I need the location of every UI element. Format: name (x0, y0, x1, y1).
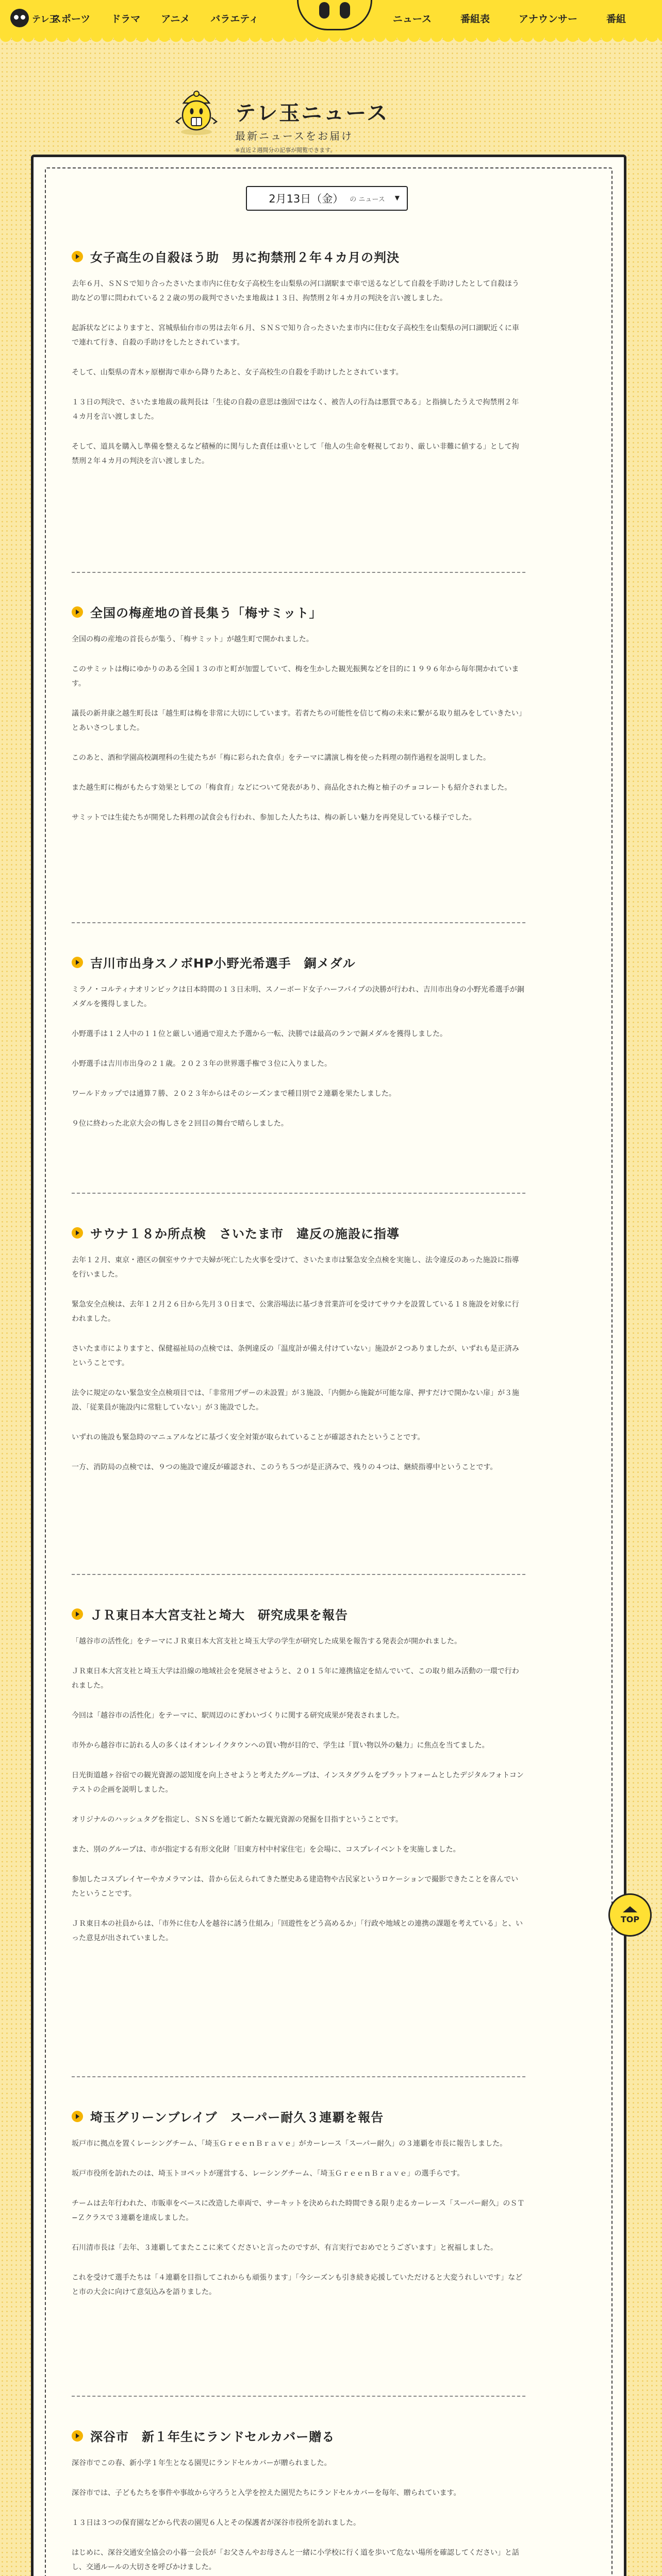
nav-item-program-guide[interactable]: 番組表 (460, 13, 490, 25)
article-title: 埼玉グリーンブレイブ スーパー耐久３連覇を報告 (90, 2110, 384, 2125)
article-heading (72, 1605, 525, 1623)
arrow-up-icon (623, 1906, 637, 1912)
article-paragraph: はじめに、深谷交通安全協会の小暮一会長が「お父さんやお母さんと一緒に小学校に行く道を歩いて危ない場所を確認してください」と話し、交通ルールの大切さを呼びかけました。 (72, 2549, 519, 2571)
hero-titles (235, 101, 389, 154)
play-bullet-icon (72, 251, 83, 262)
article-paragraph: このサミットは梅にゆかりのある全国１３の市と町が加盟していて、梅を生かした観光振興などを目的に１９９６年から毎年開かれています。 (72, 665, 519, 688)
article-paragraph: ＪＲ東日本大宮支社と埼玉大学は沿線の地域社会を発展させようと、２０１５年に連携協定を結んでいて、この取り組み活動の一環で行われました。 (72, 1667, 519, 1690)
teletama-logo-icon (10, 9, 29, 27)
article-paragraph: オリジナルのハッシュタグを指定し、ＳＮＳを通じて新たな観光資源の発掘を目指すということです。 (72, 1816, 403, 1824)
nav-item-news[interactable]: ニュース (392, 13, 432, 25)
article-paragraph: 去年６月、ＳＮＳで知り合ったさいたま市内に住む女子高校生を山梨県の河口湖駅まで車で送るなどして自殺を手助けしたとして自殺ほう助などの罪に問われている２２歳の男の裁判でさいたま地裁は１３日、拘禁刑２年４カ月の判決を言い渡しました。 (72, 280, 519, 302)
page-subtitle: 最新ニュースをお届け (235, 130, 353, 142)
article-paragraph: ＪＲ東日本の社員からは、「市外に住む人を越谷に誘う仕組み」「回遊性をどう高めるか」「行政や地域との連携の課題を考えている」と、いった意見が出されていました。 (72, 1920, 523, 1942)
play-bullet-icon (72, 1608, 83, 1620)
article-paragraph: いずれの施設も緊急時のマニュアルなどに基づく安全対策が取られていることが確認されたということです。 (72, 1433, 425, 1442)
article-paragraph: 参加したコスプレイヤーやカメラマンは、昔から伝えられてきた歴史ある建造物や古民家というロケーションで撮影できたことを喜んでいたということです。 (72, 1875, 519, 1898)
article-heading (72, 1224, 525, 1242)
article-title: 吉川市出身スノボHP小野光希選手 銅メダル (90, 956, 356, 971)
play-bullet-icon (72, 2111, 83, 2122)
article-paragraph: チームは去年行われた、市販車をベースに改造した車両で、サーキットを決められた時間できる限り走るカーレース「スーパー耐久」のＳＴ−Ｚクラスで３連覇を達成しました。 (72, 2199, 525, 2222)
back-to-top-button[interactable] (608, 1893, 652, 1937)
news-article (72, 603, 525, 840)
hero (0, 77, 662, 154)
back-to-top-label: TOP (620, 1914, 640, 1924)
article-paragraph: そして、山梨県の青木ヶ原樹海で車から降りたあと、女子高校生の自殺を手助けしたとされています。 (72, 368, 403, 377)
page-title: テレ玉ニュース (235, 101, 389, 125)
nav-left (52, 0, 279, 36)
play-bullet-icon (72, 957, 83, 968)
date-selector[interactable] (246, 186, 408, 211)
article-paragraph: また越生町に梅がもたらす効果としての「梅食育」などについて発表があり、商品化された梅と柚子のチョコレートも紹介されました。 (72, 784, 512, 792)
article-paragraph: 今回は「越谷市の活性化」をテーマに、駅周辺のにぎわいづくりに関する研究成果が発表されました。 (72, 1711, 404, 1720)
article-paragraph: 石川清市長は「去年、３連覇してまたここに来てくださいと言ったのですが、有言実行でおめでとうございます」と祝福しました。 (72, 2244, 498, 2252)
article-heading (72, 2427, 525, 2445)
archive-note: ※直近２週間分の記事が閲覧できます。 (235, 147, 336, 154)
news-article (72, 953, 525, 1146)
article-title: 全国の梅産地の首長集う「梅サミット」 (90, 606, 322, 620)
article-divider (72, 572, 525, 573)
news-article (72, 1224, 525, 1490)
article-paragraph: 深谷市でこの春、新小学１年生となる園児にランドセルカバーが贈られました。 (72, 2459, 332, 2467)
article-title: 深谷市 新１年生にランドセルカバー贈る (90, 2430, 335, 2444)
article-paragraph: 全国の梅の産地の首長らが集う、「梅サミット」が越生町で開かれました。 (72, 635, 313, 643)
article-paragraph: 小野選手は１２人中の１１位と厳しい通過で迎えた予選から一転、決勝では最高のランで銅メダルを獲得しました。 (72, 1030, 447, 1038)
header-mascot-icon (297, 0, 372, 30)
play-bullet-icon (72, 606, 83, 618)
news-article (72, 2427, 525, 2576)
article-paragraph: 議長の新井康之越生町長は「越生町は梅を非常に大切にしています。若者たちの可能性を信じて梅の未来に繋がる取り組みをしていきたい」とあいさつしました。 (72, 709, 522, 732)
date-selector-suffix: の ニュース (350, 195, 385, 204)
mascot-reporter-icon (174, 88, 219, 137)
nav-item-drama[interactable]: ドラマ (111, 13, 141, 25)
play-bullet-icon (72, 1227, 83, 1239)
nav-item-sports[interactable]: スポーツ (52, 13, 91, 25)
article-paragraph: 小野選手は吉川市出身の２１歳。２０２３年の世界選手権で３位に入りました。 (72, 1060, 332, 1068)
nav-right (364, 0, 626, 36)
article-paragraph: １３日の判決で、さいたま地裁の裁判長は「生徒の自殺の意思は強固ではなく、被告人の行為は悪質である」と指摘したうえで拘禁刑２年４カ月を言い渡しました。 (72, 398, 519, 421)
article-paragraph: 一方、消防局の点検では、９つの施設で違反が確認され、このうち５つが是正済みで、残りの４つは、継続指導中ということです。 (72, 1463, 498, 1471)
article-title: 女子高生の自殺ほう助 男に拘禁刑２年４カ月の判決 (90, 250, 400, 265)
nav-item-announcers[interactable]: アナウンサー (518, 13, 577, 25)
article-divider (72, 922, 525, 923)
article-paragraph: このあと、酒和学園高校調理科の生徒たちが「梅に彩られた食卓」をテーマに講演し梅を使った料理の制作過程を説明しました。 (72, 754, 490, 762)
article-heading (72, 953, 525, 971)
header-scallop-edge (0, 36, 662, 47)
site-header (0, 0, 662, 36)
article-paragraph: １３日は３つの保育園などから代表の園児６人とその保護者が深谷市役所を訪れました。 (72, 2519, 360, 2527)
article-title: サウナ１８か所点検 さいたま市 違反の施設に指導 (90, 1227, 400, 1241)
article-paragraph: 市外から越谷市に訪れる人の多くはイオンレイクタウンへの買い物が目的で、学生は「買い物以外の魅力」に焦点を当てました。 (72, 1741, 489, 1750)
nav-item-variety[interactable]: バラエティ (210, 13, 259, 25)
article-paragraph: 起訴状などによりますと、宮城県仙台市の男は去年６月、ＳＮＳで知り合ったさいたま市内に住む女子高校生を山梨県の河口湖駅近くに車で連れて行き、自殺の手助けをしたとされています。 (72, 324, 519, 347)
article-paragraph: さいたま市によりますと、保健福祉局の点検では、条例違反の「温度計が備え付けていない」施設が２つありましたが、いずれも是正済みということです。 (72, 1345, 519, 1367)
article-divider (72, 1193, 525, 1194)
article-paragraph: サミットでは生徒たちが開発した料理の試食会も行われ、参加した人たちは、梅の新しい魅力を再発見している様子でした。 (72, 814, 476, 822)
article-paragraph: ９位に終わった北京大会の悔しさを２回目の舞台で晴らしました。 (72, 1120, 288, 1128)
article-paragraph: 去年１２月、東京・港区の個室サウナで夫婦が死亡した火事を受けて、さいたま市は緊急安全点検を実施し、法令違反のあった施設に指導を行いました。 (72, 1256, 519, 1279)
article-divider (72, 2076, 525, 2077)
article-paragraph: 坂戸市に拠点を置くレーシングチーム、「埼玉ＧｒｅｅｎＢｒａｖｅ」がカーレース「スーパー耐久」の３連覇を市長に報告しました。 (72, 2140, 507, 2148)
article-divider (72, 2396, 525, 2397)
nav-item-anime[interactable]: アニメ (161, 13, 190, 25)
article-paragraph: 法令に規定のない緊急安全点検項目では、「非常用ブザーの未設置」が３施設、「内側から施錠が可能な扉、押すだけで開かない扉」が３施設、「従業員が施設内に常駐していない」が３施設でした。 (72, 1389, 519, 1412)
chevron-down-icon: ▼ (394, 194, 400, 201)
article-paragraph: そして、道具を購入し準備を整えるなど積極的に関与した責任は重いとして「他人の生命を軽視しており、厳しい非難に値する」として拘禁刑２年４カ月の判決を言い渡しました。 (72, 443, 519, 465)
site-logo[interactable] (10, 7, 58, 29)
date-selector-value: 2月13日（金） (269, 193, 344, 205)
play-bullet-icon (72, 2430, 83, 2442)
news-article (72, 2107, 525, 2315)
article-paragraph: 日光街道越ヶ谷宿での観光資源の認知度を向上させようと考えたグループは、インスタグラムをプラットフォームとしたデジタルフォトコンテストの企画を説明しました。 (72, 1771, 524, 1794)
article-paragraph: 緊急安全点検は、去年１２月２６日から先月３０日まで、公衆浴場法に基づき営業許可を受けてサウナを設置している１８施設を対象に行われました。 (72, 1300, 519, 1323)
article-paragraph: 坂戸市役所を訪れたのは、埼玉トヨペットが運営する、レーシングチーム、「埼玉ＧｒｅｅｎＢｒａｖｅ」の選手らです。 (72, 2170, 465, 2178)
article-paragraph: ワールドカップでは通算７勝、２０２３年からはそのシーズンまで種目別で２連覇を果たしました。 (72, 1090, 396, 1098)
logo-text: テレ玉 (32, 14, 58, 25)
article-paragraph: ミラノ・コルティナオリンピックは日本時間の１３日未明、スノーボード女子ハーフパイプの決勝が行われ、吉川市出身の小野光希選手が銅メダルを獲得しました。 (72, 986, 524, 1008)
nav-item-programs[interactable]: 番組 (606, 13, 626, 25)
article-divider (72, 1574, 525, 1575)
article-paragraph: 「越谷市の活性化」をテーマにＪＲ東日本大宮支社と埼玉大学の学生が研究した成果を報告する発表会が開かれました。 (72, 1637, 461, 1646)
article-paragraph: 深谷市では、子どもたちを事件や事故から守ろうと入学を控えた園児たちにランドセルカバーを毎年、贈られています。 (72, 2489, 461, 2497)
article-paragraph: これを受けて選手たちは「４連覇を目指してこれからも頑張ります」「今シーズンも引き続き応援していただけると大変うれしいです」などと市の大会に向けて意気込みを語りました。 (72, 2274, 523, 2296)
article-title: ＪＲ東日本大宮支社と埼大 研究成果を報告 (90, 1608, 348, 1622)
news-article (72, 1605, 525, 1961)
article-heading (72, 603, 525, 621)
article-heading (72, 2107, 525, 2125)
article-heading (72, 247, 525, 265)
article-paragraph: また、別のグループは、市が指定する有形文化財「旧東方村中村家住宅」を会場に、コスプレイベントを実施しました。 (72, 1845, 460, 1854)
news-article (72, 247, 525, 484)
